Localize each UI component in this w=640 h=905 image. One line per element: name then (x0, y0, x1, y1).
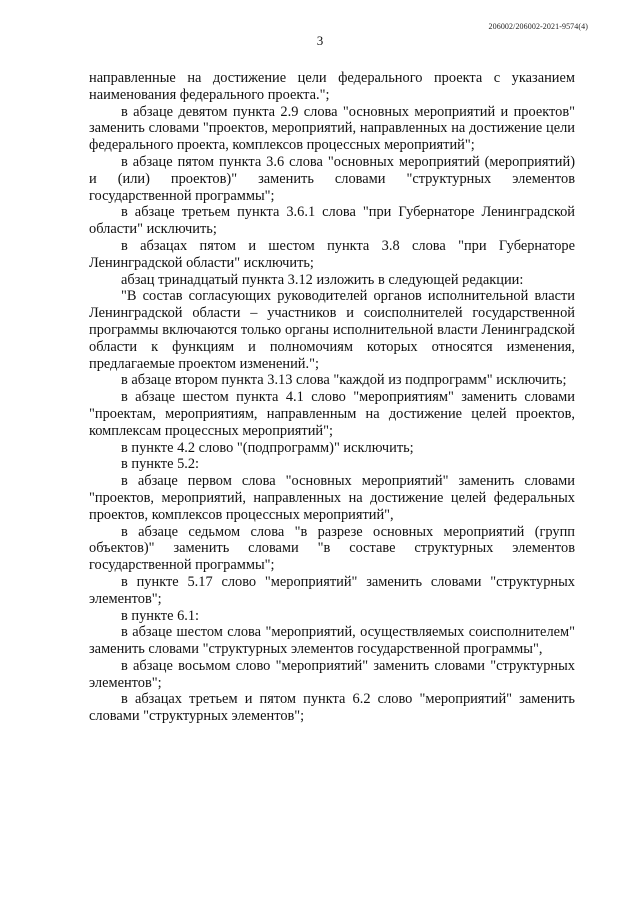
paragraph-item-3-8: в абзацах пятом и шестом пункта 3.8 слова "при Губернаторе Ленинградской области" исключить; (89, 237, 575, 271)
paragraph-item-2-9: в абзаце девятом пункта 2.9 слова "основных мероприятий и проектов" заменить словами "проектов, мероприятий, направленных на достижение цели федерального проекта, комплексов процессных мероприятий"; (89, 103, 575, 154)
paragraph-item-4-2: в пункте 4.2 слово "(подпрограмм)" исключить; (121, 439, 414, 456)
paragraph-item-6-2: в абзацах третьем и пятом пункта 6.2 слово "мероприятий" заменить словами "структурных элементов"; (89, 691, 575, 725)
paragraph-item-3-12: абзац тринадцатый пункта 3.12 изложить в следующей редакции: (121, 271, 524, 288)
paragraph-item-6-1: в пункте 6.1: (121, 607, 200, 624)
page-number: 3 (316, 33, 324, 48)
paragraph-continuation: направленные на достижение цели федерального проекта с указанием наименования федерального проекта."; (89, 70, 575, 103)
paragraph-item-3-12-new-text: "В состав согласующих руководителей органов исполнительной власти Ленинградской области – участников и соисполнителей государственной программы включаются только органы исполнительной власти Ленинградской области к функциям и полномочиям которых относятся изменения, предлагаемые проектом изменений."; (89, 288, 575, 372)
paragraph-item-3-6-1: в абзаце третьем пункта 3.6.1 слова "при Губернаторе Ленинградской области" исключить; (89, 204, 575, 238)
document-registration-code: 206002/206002-2021-9574(4) (488, 22, 588, 31)
paragraph-item-5-2-seventh: в абзаце седьмом слова "в разрезе основных мероприятий (групп объектов)" заменить словами "в составе структурных элементов государственной программы"; (89, 523, 575, 574)
paragraph-item-4-1: в абзаце шестом пункта 4.1 слово "мероприятиям" заменить словами "проектам, мероприятиям, направленным на достижение целей проектов, комплексам процессных мероприятий"; (89, 389, 575, 439)
paragraph-item-3-6: в абзаце пятом пункта 3.6 слова "основных мероприятий (мероприятий) и (или) проектов)" заменить словами "структурных элементов государственной программы"; (89, 153, 575, 204)
paragraph-item-6-1-sixth: в абзаце шестом слова "мероприятий, осуществляемых соисполнителем" заменить словами "структурных элементов государственной программы", (89, 624, 575, 658)
document-body (89, 70, 575, 725)
paragraph-item-3-13: в абзаце втором пункта 3.13 слова "каждой из подпрограмм" исключить; (121, 372, 567, 389)
paragraph-item-5-17: в пункте 5.17 слово "мероприятий" заменить словами "структурных элементов"; (89, 573, 575, 607)
paragraph-item-5-2: в пункте 5.2: (121, 456, 200, 473)
paragraph-item-5-2-first: в абзаце первом слова "основных мероприятий" заменить словами "проектов, мероприятий, направленных на достижение целей федеральных проектов, комплексов процессных мероприятий", (89, 473, 575, 523)
paragraph-item-6-1-eighth: в абзаце восьмом слово "мероприятий" заменить словами "структурных элементов"; (89, 657, 575, 691)
